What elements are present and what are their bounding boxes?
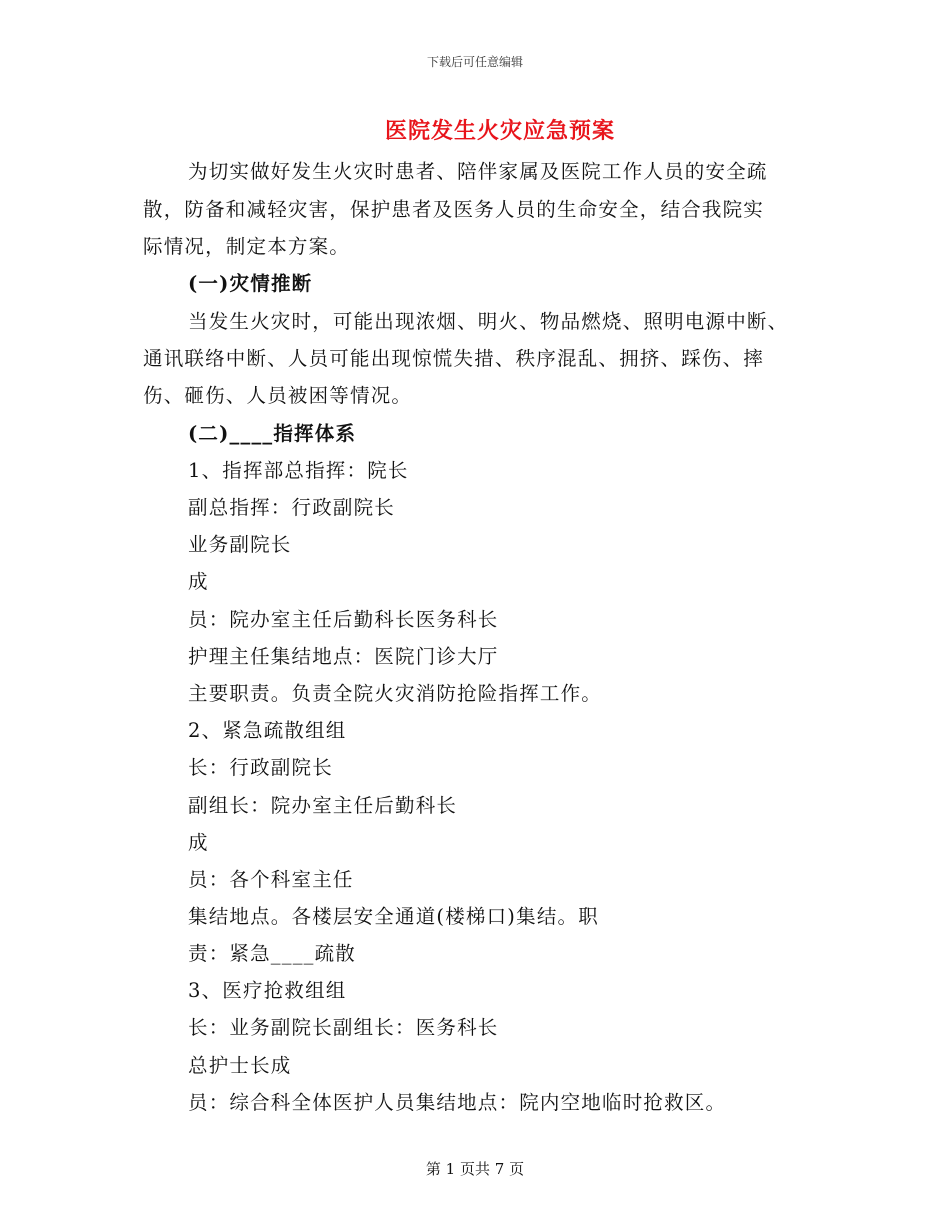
list-item: 主要职责。负责全院火灾消防抢险指挥工作。 [188, 682, 603, 705]
page-footer: 第 1 页共 7 页 [425, 1160, 525, 1178]
list-item: 总护士长成 [188, 1054, 292, 1077]
paragraph-line: 当发生火灾时，可能出现浓烟、明火、物品燃烧、照明电源中断、 [188, 310, 789, 333]
list-item: 责：紧急____疏散 [188, 942, 357, 965]
list-item: 长：行政副院长 [188, 756, 333, 779]
list-item: 护理主任集结地点：医院门诊大厅 [188, 645, 499, 668]
section-heading: (二)____指挥体系 [188, 422, 357, 445]
list-item: 3、医疗抢救组组 [188, 979, 347, 1002]
paragraph-line: 际情况，制定本方案。 [143, 235, 351, 258]
list-item: 副组长：院办室主任后勤科长 [188, 794, 458, 817]
paragraph-line: 通讯联络中断、人员可能出现惊慌失措、秩序混乱、拥挤、踩伤、摔 [143, 347, 765, 370]
paragraph-line: 散，防备和减轻灾害，保护患者及医务人员的生命安全，结合我院实 [143, 198, 765, 221]
list-item: 集结地点。各楼层安全通道(楼梯口)集结。职 [188, 905, 599, 928]
section-heading: (一)灾情推断 [188, 272, 313, 295]
paragraph-line: 为切实做好发生火灾时患者、陪伴家属及医院工作人员的安全疏 [188, 160, 768, 183]
list-item: 成 [188, 570, 209, 593]
list-item: 员：院办室主任后勤科长医务科长 [188, 608, 499, 631]
list-item: 长：业务副院长副组长：医务科长 [188, 1016, 499, 1039]
list-item: 员：综合科全体医护人员集结地点：院内空地临时抢救区。 [188, 1091, 727, 1114]
list-item: 2、紧急疏散组组 [188, 719, 347, 742]
list-item: 成 [188, 831, 209, 854]
page-header: 下载后可任意编辑 [426, 55, 523, 69]
document-title: 医院发生火灾应急预案 [384, 118, 615, 144]
list-item: 1、指挥部总指挥：院长 [188, 459, 409, 482]
list-item: 副总指挥：行政副院长 [188, 496, 396, 519]
list-item: 业务副院长 [188, 533, 292, 556]
list-item: 员：各个科室主任 [188, 868, 354, 891]
paragraph-line: 伤、砸伤、人员被困等情况。 [143, 384, 413, 407]
